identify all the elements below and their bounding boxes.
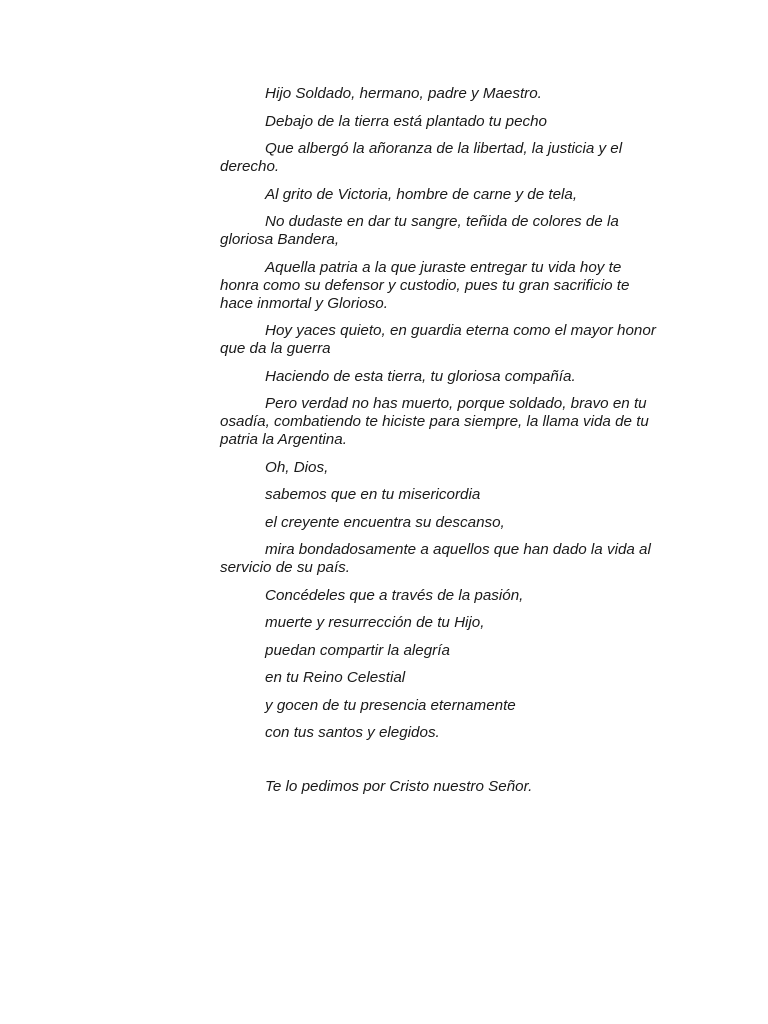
paragraph-5: No dudaste en dar tu sangre, teñida de colores de la gloriosa Bandera, (220, 213, 619, 248)
paragraph-1: Hijo Soldado, hermano, padre y Maestro. (265, 85, 542, 102)
paragraph-15: muerte y resurrección de tu Hijo, (265, 614, 485, 631)
paragraph-8: Haciendo de esta tierra, tu gloriosa compañía. (265, 367, 576, 385)
paragraph-16: puedan compartir la alegría (265, 641, 450, 659)
paragraph-6: Aquella patria a la que juraste entregar tu vida hoy te honra como su defensor y custodio, pues tu gran sacrificio te hace inmortal y Glorioso. (220, 258, 630, 312)
poem-text (220, 85, 660, 806)
paragraph-4: Al grito de Victoria, hombre de carne y de tela, (265, 185, 578, 203)
paragraph-3: Que albergó la añoranza de la libertad, la justicia y el derecho. (220, 140, 623, 175)
paragraph-11: sabemos que en tu misericordia (265, 486, 481, 503)
paragraph-14: Concédeles que a través de la pasión, (265, 586, 524, 604)
paragraph-19: con tus santos y elegidos. (265, 724, 440, 741)
paragraph-12: el creyente encuentra su descanso, (265, 513, 505, 531)
paragraph-7: Hoy yaces quieto, en guardia eterna como el mayor honor que da la guerra (220, 322, 656, 357)
paragraph-13: mira bondadosamente a aquellos que han dado la vida al servicio de su país. (220, 541, 651, 576)
paragraph-2: Debajo de la tierra está plantado tu pecho (265, 112, 548, 130)
paragraph-10: Oh, Dios, (265, 458, 329, 476)
paragraph-18: y gocen de tu presencia eternamente (265, 696, 516, 714)
paragraph-9: Pero verdad no has muerto, porque soldado, bravo en tu osadía, combatiendo te hiciste para siempre, la llama vida de tu patria la Argentina. (220, 395, 649, 448)
closing-paragraph: Te lo pedimos por Cristo nuestro Señor. (265, 778, 533, 795)
paragraph-17: en tu Reino Celestial (265, 669, 406, 686)
